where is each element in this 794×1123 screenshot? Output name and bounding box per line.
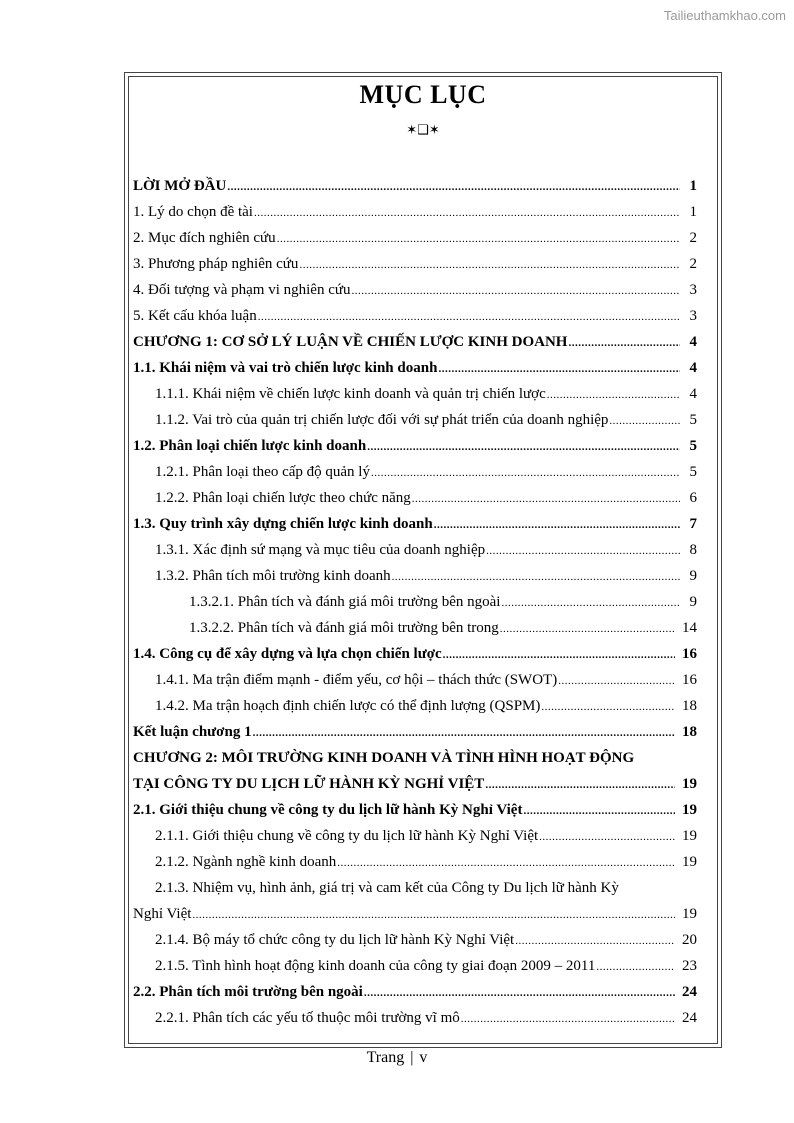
toc-entry-page: 23 (682, 958, 697, 974)
toc-entry-label: 2.1.2. Ngành nghề kinh doanh (155, 854, 337, 870)
toc-entry-page: 4 (689, 360, 697, 376)
toc-entry-label: Kết luận chương 1 (133, 724, 252, 740)
toc-entry-label: CHƯƠNG 2: MÔI TRƯỜNG KINH DOANH VÀ TÌNH HÌNH HOẠT ĐỘNG (133, 750, 635, 766)
toc-entry[interactable] (133, 953, 697, 979)
toc-frame (124, 72, 722, 1048)
page-footer (0, 1049, 794, 1067)
toc-entry-page: 9 (689, 594, 697, 610)
toc-entry[interactable] (133, 251, 697, 277)
toc-entry-page: 4 (689, 334, 697, 350)
toc-entry[interactable] (133, 407, 697, 433)
toc-entry-label: 1. Lý do chọn đề tài (133, 204, 253, 220)
toc-entry[interactable] (133, 173, 697, 199)
toc-entry-label: LỜI MỞ ĐẦU (133, 178, 227, 194)
toc-entry[interactable] (133, 719, 697, 745)
toc-entry[interactable] (133, 641, 697, 667)
toc-entry-page: 18 (682, 698, 697, 714)
toc-entry-page: 5 (689, 464, 697, 480)
toc-entry[interactable] (133, 329, 697, 355)
toc-entry[interactable] (133, 979, 697, 1005)
toc-entry-label: CHƯƠNG 1: CƠ SỞ LÝ LUẬN VỀ CHIẾN LƯỢC KINH DOANH (133, 334, 568, 350)
toc-entry-label: 1.4. Công cụ để xây dựng và lựa chọn chiến lược (133, 646, 442, 662)
toc-entry-page: 24 (682, 1010, 697, 1026)
toc-entry-label: 1.1.1. Khái niệm về chiến lược kinh doanh và quản trị chiến lược (155, 386, 546, 402)
toc-entry-page: 16 (682, 646, 697, 662)
page-number: v (419, 1049, 428, 1066)
toc-entry[interactable] (133, 537, 697, 563)
toc-entry[interactable] (133, 615, 697, 641)
toc-entry-page: 5 (689, 438, 697, 454)
toc-entry-label: 2.2. Phân tích môi trường bên ngoài (133, 984, 363, 1000)
table-of-contents (133, 173, 697, 1031)
toc-entry-page: 19 (682, 854, 697, 870)
toc-entry-label: 1.2.1. Phân loại theo cấp độ quản lý (155, 464, 370, 480)
toc-entry-page: 6 (689, 490, 697, 506)
toc-entry-page: 24 (682, 984, 697, 1000)
toc-entry[interactable] (133, 589, 697, 615)
toc-entry-label: 2.1.4. Bộ máy tổ chức công ty du lịch lữ hành Kỳ Nghỉ Việt (155, 932, 515, 948)
toc-entry[interactable] (133, 199, 697, 225)
toc-entry-page: 7 (689, 516, 697, 532)
toc-entry[interactable] (133, 771, 697, 797)
toc-entry-label: 2.1.5. Tình hình hoạt động kinh doanh của công ty giai đoạn 2009 – 2011 (155, 958, 596, 974)
toc-entry-label: 4. Đối tượng và phạm vi nghiên cứu (133, 282, 351, 298)
toc-entry[interactable] (133, 433, 697, 459)
footer-label: Trang (366, 1049, 405, 1066)
toc-entry[interactable] (133, 511, 697, 537)
toc-entry-label: 1.2. Phân loại chiến lược kinh doanh (133, 438, 367, 454)
toc-entry[interactable] (133, 1005, 697, 1031)
toc-entry-page: 20 (682, 932, 697, 948)
toc-entry[interactable] (133, 797, 697, 823)
toc-entry-page: 3 (689, 282, 697, 298)
toc-entry-label: 2.1.1. Giới thiệu chung về công ty du lịch lữ hành Kỳ Nghỉ Việt (155, 828, 539, 844)
toc-entry-page: 19 (682, 776, 697, 792)
toc-entry-label: 1.3.2.2. Phân tích và đánh giá môi trường bên trong (189, 620, 499, 636)
toc-entry-page: 16 (682, 672, 697, 688)
toc-entry-page: 8 (689, 542, 697, 558)
toc-entry[interactable] (133, 355, 697, 381)
toc-entry-label: 1.2.2. Phân loại chiến lược theo chức năng (155, 490, 411, 506)
toc-entry-page: 3 (689, 308, 697, 324)
toc-entry[interactable] (133, 901, 697, 927)
toc-entry-label: 1.3.2. Phân tích môi trường kinh doanh (155, 568, 391, 584)
toc-entry[interactable] (133, 745, 697, 771)
toc-entry-page: 18 (682, 724, 697, 740)
toc-entry[interactable] (133, 225, 697, 251)
toc-entry-label: 2.2.1. Phân tích các yếu tố thuộc môi trường vĩ mô (155, 1010, 460, 1026)
toc-entry-label: 2.1.3. Nhiệm vụ, hình ảnh, giá trị và cam kết của Công ty Du lịch lữ hành Kỳ (155, 880, 619, 896)
toc-entry-label: 2.1. Giới thiệu chung về công ty du lịch lữ hành Kỳ Nghỉ Việt (133, 802, 523, 818)
toc-entry-page: 19 (682, 802, 697, 818)
toc-entry-page: 19 (682, 906, 697, 922)
toc-entry[interactable] (133, 381, 697, 407)
page-title: MỤC LỤC (359, 80, 487, 109)
toc-entry-label: 1.1. Khái niệm và vai trò chiến lược kinh doanh (133, 360, 438, 376)
toc-entry-page: 5 (689, 412, 697, 428)
toc-entry-label: 1.3.2.1. Phân tích và đánh giá môi trường bên ngoài (189, 594, 501, 610)
toc-entry-label: 1.3.1. Xác định sứ mạng và mục tiêu của doanh nghiệp (155, 542, 486, 558)
toc-entry[interactable] (133, 693, 697, 719)
toc-entry[interactable] (133, 485, 697, 511)
toc-entry-label: 1.4.2. Ma trận hoạch định chiến lược có thể định lượng (QSPM) (155, 698, 541, 714)
book-ornament-icon: ✶❑✶ (406, 123, 440, 138)
toc-entry-label: 2. Mục đích nghiên cứu (133, 230, 276, 246)
toc-entry-label: 3. Phương pháp nghiên cứu (133, 256, 299, 272)
toc-entry-page: 1 (689, 204, 697, 220)
toc-entry[interactable] (133, 667, 697, 693)
toc-entry-label: 1.1.2. Vai trò của quản trị chiến lược đối với sự phát triển của doanh nghiệp (155, 412, 609, 428)
toc-entry[interactable] (133, 563, 697, 589)
toc-entry-label: 1.3. Quy trình xây dựng chiến lược kinh doanh (133, 516, 433, 532)
toc-entry[interactable] (133, 459, 697, 485)
toc-entry-label: 1.4.1. Ma trận điểm mạnh - điểm yếu, cơ hội – thách thức (SWOT) (155, 672, 558, 688)
toc-entry-page: 2 (689, 230, 697, 246)
toc-entry[interactable] (133, 927, 697, 953)
toc-entry[interactable] (133, 823, 697, 849)
toc-entry-page: 2 (689, 256, 697, 272)
toc-entry-page: 4 (689, 386, 697, 402)
toc-entry-page: 14 (682, 620, 697, 636)
toc-entry[interactable] (133, 303, 697, 329)
toc-entry-page: 1 (689, 178, 697, 194)
toc-entry-label: 5. Kết cấu khóa luận (133, 308, 257, 324)
toc-entry[interactable] (133, 875, 697, 901)
toc-entry[interactable] (133, 849, 697, 875)
toc-entry[interactable] (133, 277, 697, 303)
toc-entry-label: TẠI CÔNG TY DU LỊCH LỮ HÀNH KỲ NGHỈ VIỆT (133, 776, 485, 792)
toc-entry-label: Nghỉ Việt (133, 906, 192, 922)
watermark: Tailieuthamkhao.com (663, 8, 786, 23)
toc-entry-page: 9 (689, 568, 697, 584)
footer-separator: | (410, 1049, 414, 1066)
toc-entry-page: 19 (682, 828, 697, 844)
